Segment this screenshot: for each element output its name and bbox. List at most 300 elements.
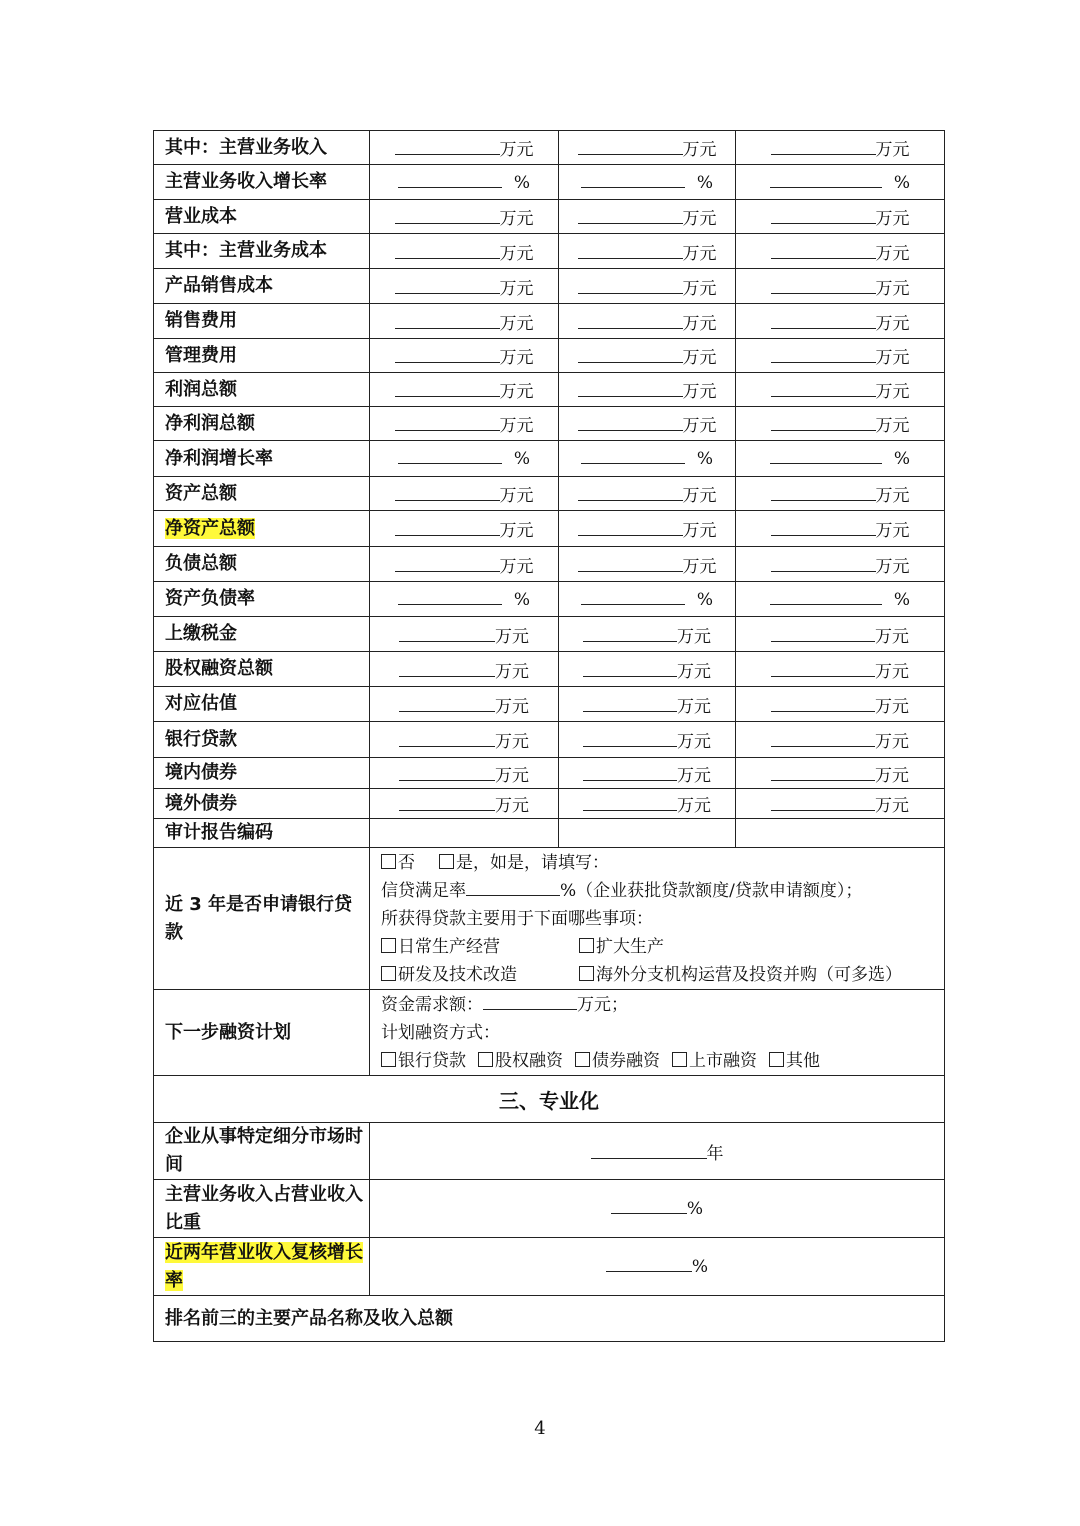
fill-blank[interactable]: [395, 313, 500, 329]
fill-blank[interactable]: [399, 795, 495, 811]
amount-line: [381, 991, 944, 1019]
unit-label: 万元: [499, 416, 534, 436]
usage-overseas[interactable]: [579, 965, 902, 985]
year-value-cell[interactable]: [370, 200, 559, 234]
year-value-cell[interactable]: [559, 441, 736, 477]
fill-blank[interactable]: [395, 139, 500, 155]
financial-row: [154, 758, 945, 789]
fill-blank[interactable]: [583, 696, 677, 712]
row-label-cell: [154, 722, 370, 758]
financing-plan-row: [154, 990, 945, 1076]
checkbox[interactable]: [672, 1052, 687, 1067]
specialization-row: [154, 1180, 945, 1238]
fill-blank[interactable]: [398, 448, 502, 464]
unit-label: 万元: [682, 416, 717, 436]
row-label: 资产负债率: [165, 588, 255, 609]
unit-label: %: [513, 589, 531, 610]
row-label-cell: [154, 1123, 370, 1180]
usage-expand-production[interactable]: [579, 937, 664, 957]
fill-blank[interactable]: [770, 448, 882, 464]
row-label-cell: [154, 1180, 370, 1238]
financial-row: [154, 617, 945, 652]
checkbox[interactable]: [381, 854, 396, 869]
checkbox[interactable]: [381, 938, 396, 953]
fill-blank[interactable]: [398, 589, 502, 605]
unit-label: 万元: [682, 243, 717, 264]
year-value-cell[interactable]: [370, 547, 559, 582]
unit-label: %: [513, 449, 531, 469]
financing-method-option[interactable]: [672, 1051, 757, 1071]
unit-label: 万元: [499, 140, 534, 160]
year-value-cell[interactable]: [736, 441, 945, 477]
year-value-cell[interactable]: [559, 165, 736, 200]
usage-question: 所获得贷款主要用于下面哪些事项：: [381, 908, 653, 929]
fill-blank[interactable]: [578, 381, 683, 397]
fill-blank[interactable]: [399, 626, 495, 642]
row-label-cell: [154, 789, 370, 819]
unit-label: 万元: [682, 556, 717, 577]
unit-label: 万元: [682, 209, 717, 229]
year-value-cell[interactable]: [736, 407, 945, 441]
financial-row: [154, 165, 945, 200]
fill-blank[interactable]: [611, 1198, 687, 1214]
unit-label: 万元: [677, 765, 711, 786]
financial-row: [154, 269, 945, 304]
row-label: 净利润总额: [165, 412, 255, 434]
unit-label: 万元: [875, 796, 909, 816]
section-title: 三、专业化: [154, 1076, 945, 1123]
fill-blank[interactable]: [771, 731, 875, 747]
unit-label: %: [893, 449, 911, 469]
fill-blank[interactable]: [771, 347, 876, 363]
financial-row: [154, 477, 945, 511]
checkbox[interactable]: [575, 1052, 590, 1067]
fill-blank[interactable]: [771, 661, 875, 677]
financing-method-option[interactable]: [575, 1051, 660, 1071]
row-label-cell: [154, 477, 370, 511]
fill-blank[interactable]: [771, 795, 875, 811]
unit-label: 万元: [875, 626, 909, 647]
unit-label: %: [893, 172, 911, 193]
year-value-cell[interactable]: [559, 269, 736, 304]
year-value-cell[interactable]: [559, 477, 736, 511]
credit-rate-note: （企业获批贷款额度/贷款申请额度）；: [576, 880, 863, 901]
fill-blank[interactable]: [771, 520, 876, 536]
checkbox-label: 股权融资: [495, 1050, 563, 1071]
year-value-cell[interactable]: [736, 373, 945, 407]
checkbox-label: 银行贷款: [398, 1050, 466, 1071]
row-label: 银行贷款: [165, 728, 237, 750]
row-label: 资产总额: [165, 482, 237, 504]
year-value-cell[interactable]: [559, 582, 736, 617]
unit-label: 万元: [499, 313, 534, 334]
year-value-cell[interactable]: [559, 131, 736, 165]
specialization-value-cell[interactable]: [370, 1180, 945, 1238]
year-value-cell[interactable]: [736, 131, 945, 165]
bank-loan-detail: [370, 848, 945, 990]
fill-blank[interactable]: [578, 278, 683, 294]
year-value-cell[interactable]: [370, 652, 559, 687]
method-label: 计划融资方式：: [381, 1022, 500, 1043]
fill-blank[interactable]: [606, 1256, 692, 1272]
row-label-cell: [154, 758, 370, 789]
year-value-cell[interactable]: [559, 687, 736, 722]
fill-blank[interactable]: [583, 765, 677, 781]
checkbox[interactable]: [478, 1052, 493, 1067]
year-value-cell[interactable]: [736, 722, 945, 758]
credit-rate-unit: %: [560, 880, 577, 901]
row-label: 负债总额: [165, 553, 237, 574]
method-options-line: [381, 1047, 944, 1075]
fill-blank[interactable]: [578, 485, 683, 501]
checkbox-label: 上市融资: [689, 1050, 757, 1071]
year-value-cell[interactable]: [559, 200, 736, 234]
row-label: 主营业务收入增长率: [165, 171, 327, 192]
financing-method-option[interactable]: [769, 1051, 820, 1071]
checkbox[interactable]: [579, 938, 594, 953]
year-value-cell[interactable]: [736, 687, 945, 722]
year-value-cell[interactable]: [370, 304, 559, 339]
financial-row: [154, 547, 945, 582]
unit-label: 万元: [495, 696, 529, 717]
financing-method-option[interactable]: [478, 1051, 563, 1071]
unit-label: 万元: [875, 348, 910, 368]
row-label-cell: [154, 617, 370, 652]
year-value-cell[interactable]: [559, 339, 736, 373]
year-value-cell[interactable]: [736, 582, 945, 617]
fill-blank[interactable]: [395, 347, 500, 363]
checkbox-label: 扩大生产: [596, 936, 664, 957]
year-value-cell[interactable]: [370, 758, 559, 789]
financing-method-option[interactable]: [381, 1051, 466, 1071]
year-value-cell[interactable]: [736, 547, 945, 582]
audit-code-cell[interactable]: [370, 819, 559, 848]
year-value-cell[interactable]: [370, 511, 559, 547]
unit-label: 万元: [875, 521, 910, 541]
usage-options-line: [381, 933, 944, 961]
checkbox-label: 日常生产经营: [398, 936, 500, 957]
fill-blank[interactable]: [581, 172, 685, 188]
year-value-cell[interactable]: [736, 652, 945, 687]
row-label-cell: [154, 848, 370, 990]
unit-label: 年: [706, 1143, 724, 1164]
unit-label: 万元: [495, 796, 529, 816]
fill-blank[interactable]: [398, 172, 502, 188]
row-label-cell: [154, 819, 370, 848]
fill-blank[interactable]: [395, 381, 500, 397]
unit-label: %: [893, 589, 911, 610]
fill-blank[interactable]: [578, 139, 683, 155]
row-label-cell: [154, 131, 370, 165]
row-label: 其中：主营业务成本: [165, 240, 327, 261]
usage-rnd[interactable]: [381, 961, 579, 989]
unit-label: 万元: [875, 313, 910, 334]
year-value-cell[interactable]: [559, 758, 736, 789]
unit-label: 万元: [875, 209, 910, 229]
year-value-cell[interactable]: [559, 511, 736, 547]
fill-blank[interactable]: [771, 415, 876, 431]
checkbox-label: 海外分支机构运营及投资并购（可多选）: [596, 964, 902, 985]
loan-question-line: [381, 849, 944, 877]
financial-row: [154, 789, 945, 819]
credit-rate-line: [381, 877, 944, 905]
checkbox[interactable]: [381, 1052, 396, 1067]
year-value-cell[interactable]: [559, 722, 736, 758]
financial-row: [154, 511, 945, 547]
row-label-cell: [154, 200, 370, 234]
fill-blank[interactable]: [399, 696, 495, 712]
row-label-cell: [154, 407, 370, 441]
audit-code-cell[interactable]: [559, 819, 736, 848]
unit-label: 万元: [682, 348, 717, 368]
checkbox-label: 其他: [786, 1050, 820, 1071]
unit-label: 万元: [875, 382, 910, 402]
fill-blank[interactable]: [395, 243, 500, 259]
fill-blank[interactable]: [770, 172, 882, 188]
fill-blank[interactable]: [578, 243, 683, 259]
fill-blank[interactable]: [578, 415, 683, 431]
unit-label: 万元: [677, 626, 711, 647]
fill-blank[interactable]: [578, 313, 683, 329]
row-label-cell: [154, 547, 370, 582]
year-value-cell[interactable]: [370, 582, 559, 617]
unit-label: 万元: [682, 313, 717, 334]
fill-blank[interactable]: [578, 208, 683, 224]
fill-blank[interactable]: [583, 795, 677, 811]
row-label: 审计报告编码: [165, 822, 273, 843]
fill-blank[interactable]: [771, 313, 876, 329]
year-value-cell[interactable]: [559, 373, 736, 407]
option-yes[interactable]: [439, 853, 473, 873]
row-label: 上缴税金: [165, 623, 237, 644]
year-value-cell[interactable]: [370, 441, 559, 477]
year-value-cell[interactable]: [736, 789, 945, 819]
row-label-cell: [154, 511, 370, 547]
specialization-row: [154, 1123, 945, 1180]
row-label-cell: [154, 165, 370, 200]
year-value-cell[interactable]: [559, 234, 736, 269]
unit-label: 万元: [499, 556, 534, 577]
unit-label: 万元: [875, 243, 910, 264]
fill-blank[interactable]: [771, 208, 876, 224]
checkbox[interactable]: [579, 966, 594, 981]
financial-row: [154, 339, 945, 373]
fill-blank[interactable]: [399, 765, 495, 781]
unit-label: 万元: [499, 521, 534, 541]
fill-blank[interactable]: [395, 278, 500, 294]
unit-label: 万元: [682, 382, 717, 402]
year-value-cell[interactable]: [736, 758, 945, 789]
amount-blank[interactable]: [483, 994, 577, 1010]
year-value-cell[interactable]: [736, 304, 945, 339]
amount-unit: 万元；: [577, 994, 628, 1015]
specialization-value-cell[interactable]: [370, 1238, 945, 1296]
unit-label: 万元: [682, 140, 717, 160]
fill-blank[interactable]: [583, 626, 677, 642]
unit-label: 万元: [495, 732, 529, 752]
fill-blank[interactable]: [771, 626, 875, 642]
year-value-cell[interactable]: [559, 407, 736, 441]
unit-label: 万元: [682, 278, 717, 299]
financial-row: [154, 441, 945, 477]
year-value-cell[interactable]: [736, 200, 945, 234]
fill-blank[interactable]: [771, 485, 876, 501]
financial-row: [154, 304, 945, 339]
unit-label: %: [696, 449, 714, 469]
year-value-cell[interactable]: [370, 722, 559, 758]
fill-blank[interactable]: [395, 556, 500, 572]
unit-label: 万元: [499, 243, 534, 264]
financial-row: [154, 687, 945, 722]
method-line: [381, 1019, 944, 1047]
financial-row: [154, 652, 945, 687]
fill-blank[interactable]: [770, 589, 882, 605]
financial-row: [154, 200, 945, 234]
financial-row: [154, 582, 945, 617]
row-label: 近 3 年是否申请银行贷款: [165, 893, 353, 943]
fill-blank[interactable]: [771, 243, 876, 259]
bank-loan-row: [154, 848, 945, 990]
unit-label: %: [691, 1257, 709, 1277]
if-yes-note: ，如是，请填写：: [473, 852, 609, 873]
fill-blank[interactable]: [578, 556, 683, 572]
usage-question-line: [381, 905, 944, 933]
fill-blank[interactable]: [583, 661, 677, 677]
year-value-cell[interactable]: [370, 131, 559, 165]
unit-label: 万元: [499, 382, 534, 402]
checkbox[interactable]: [439, 854, 454, 869]
specialization-row: [154, 1238, 945, 1296]
specialization-value-cell[interactable]: [370, 1123, 945, 1180]
financial-row: [154, 234, 945, 269]
row-label: 排名前三的主要产品名称及收入总额: [165, 1307, 453, 1329]
unit-label: %: [686, 1199, 704, 1219]
year-value-cell[interactable]: [736, 165, 945, 200]
fill-blank[interactable]: [583, 731, 677, 747]
credit-rate-blank[interactable]: [466, 880, 560, 896]
year-value-cell[interactable]: [370, 687, 559, 722]
year-value-cell[interactable]: [370, 373, 559, 407]
checkbox-label: 否: [398, 852, 415, 873]
year-value-cell[interactable]: [370, 789, 559, 819]
fill-blank[interactable]: [591, 1143, 707, 1159]
fill-blank[interactable]: [578, 520, 683, 536]
year-value-cell[interactable]: [736, 617, 945, 652]
year-value-cell[interactable]: [559, 652, 736, 687]
row-label-cell: [154, 990, 370, 1076]
fill-blank[interactable]: [771, 696, 875, 712]
year-value-cell[interactable]: [736, 511, 945, 547]
year-value-cell[interactable]: [370, 165, 559, 200]
row-label: 企业从事特定细分市场时间: [165, 1126, 363, 1175]
unit-label: 万元: [875, 732, 909, 752]
row-label-cell: [154, 304, 370, 339]
unit-label: 万元: [875, 416, 910, 436]
financing-plan-detail: [370, 990, 945, 1076]
year-value-cell[interactable]: [736, 269, 945, 304]
row-label: 境外债券: [165, 792, 237, 814]
unit-label: 万元: [682, 521, 717, 541]
unit-label: 万元: [875, 556, 910, 577]
row-label: 下一步融资计划: [165, 1021, 291, 1043]
unit-label: 万元: [875, 486, 910, 506]
credit-rate-label: 信贷满足率: [381, 880, 466, 901]
year-value-cell[interactable]: [370, 617, 559, 652]
year-value-cell[interactable]: [736, 477, 945, 511]
row-label: 产品销售成本: [165, 275, 273, 296]
fill-blank[interactable]: [771, 278, 876, 294]
row-label: 净资产总额: [165, 517, 255, 539]
year-value-cell[interactable]: [370, 477, 559, 511]
usage-daily-operation[interactable]: [381, 933, 579, 961]
row-label-cell: [154, 1238, 370, 1296]
checkbox[interactable]: [769, 1052, 784, 1067]
row-label-cell: [154, 269, 370, 304]
fill-blank[interactable]: [395, 415, 500, 431]
fill-blank[interactable]: [395, 520, 500, 536]
row-label: 对应估值: [165, 693, 237, 714]
unit-label: 万元: [875, 696, 909, 717]
unit-label: 万元: [495, 626, 529, 647]
row-label: 管理费用: [165, 344, 237, 366]
section-header-row: [154, 1076, 945, 1123]
year-value-cell[interactable]: [559, 789, 736, 819]
fill-blank[interactable]: [395, 485, 500, 501]
year-value-cell[interactable]: [370, 407, 559, 441]
unit-label: 万元: [677, 661, 711, 682]
amount-label: 资金需求额：: [381, 994, 483, 1015]
year-value-cell[interactable]: [736, 234, 945, 269]
unit-label: 万元: [875, 278, 910, 299]
products-row: [154, 1296, 945, 1342]
financial-row: [154, 407, 945, 441]
financial-row: [154, 131, 945, 165]
row-label-cell: [154, 441, 370, 477]
fill-blank[interactable]: [771, 139, 876, 155]
unit-label: 万元: [682, 486, 717, 506]
fill-blank[interactable]: [771, 765, 875, 781]
row-label-cell: [154, 339, 370, 373]
products-label-cell[interactable]: [154, 1296, 945, 1342]
audit-code-cell[interactable]: [736, 819, 945, 848]
row-label: 股权融资总额: [165, 658, 273, 679]
fill-blank[interactable]: [581, 589, 685, 605]
fill-blank[interactable]: [395, 208, 500, 224]
row-label: 近两年营业收入复核增长率: [165, 1241, 363, 1291]
option-no[interactable]: [381, 853, 415, 873]
year-value-cell[interactable]: [370, 269, 559, 304]
fill-blank[interactable]: [581, 448, 685, 464]
unit-label: 万元: [875, 661, 909, 682]
year-value-cell[interactable]: [559, 617, 736, 652]
year-value-cell[interactable]: [370, 234, 559, 269]
unit-label: 万元: [875, 765, 909, 786]
checkbox-label: 研发及技术改造: [398, 964, 517, 985]
fill-blank[interactable]: [771, 556, 876, 572]
unit-label: 万元: [677, 696, 711, 717]
checkbox[interactable]: [381, 966, 396, 981]
fill-blank[interactable]: [399, 661, 495, 677]
year-value-cell[interactable]: [736, 339, 945, 373]
row-label: 其中：主营业务收入: [165, 136, 327, 158]
year-value-cell[interactable]: [559, 547, 736, 582]
year-value-cell[interactable]: [559, 304, 736, 339]
fill-blank[interactable]: [399, 731, 495, 747]
year-value-cell[interactable]: [370, 339, 559, 373]
fill-blank[interactable]: [771, 381, 876, 397]
unit-label: 万元: [875, 140, 910, 160]
fill-blank[interactable]: [578, 347, 683, 363]
